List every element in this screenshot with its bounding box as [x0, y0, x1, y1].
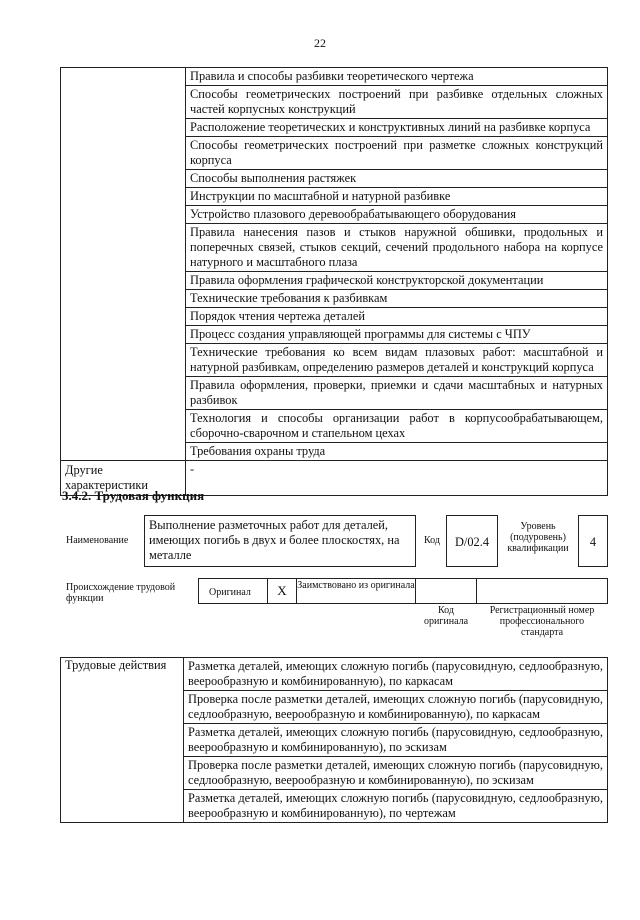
- knowledge-item: Технические требования ко всем видам плазовых работ: масштабной и натурной разбивкам, определению размеров деталей и конструкций корпуса: [186, 344, 608, 377]
- origin-label: Происхождение трудовой функции: [66, 582, 176, 604]
- knowledge-item: Устройство плазового деревообрабатывающего оборудования: [186, 206, 608, 224]
- knowledge-item: Порядок чтения чертежа деталей: [186, 308, 608, 326]
- original-mark-box: [267, 578, 297, 604]
- original-box: [198, 578, 268, 604]
- borrowed-box: [296, 578, 416, 604]
- level-label: Уровень (подуровень) квалификации: [507, 521, 569, 554]
- action-item: Проверка после разметки деталей, имеющих сложную погибь (парусовидную, седлообразную, веерообразную и комбинированную), по эскизам: [184, 757, 608, 790]
- section-title: 3.4.2. Трудовая функция: [62, 488, 205, 503]
- reg-number-label: Регистрационный номер профессионального стандарта: [489, 605, 595, 638]
- action-item: Разметка деталей, имеющих сложную погибь (парусовидную, седлообразную, веерообразную и комбинированную), по чертежам: [184, 790, 608, 823]
- knowledge-item: Технические требования к разбивкам: [186, 290, 608, 308]
- knowledge-item: Способы выполнения растяжек: [186, 170, 608, 188]
- knowledge-item: Правила оформления графической конструкторской документации: [186, 272, 608, 290]
- knowledge-table: [60, 67, 608, 496]
- action-row: [61, 658, 608, 691]
- knowledge-item: Расположение теоретических и конструктивных линий на разбивке корпуса: [186, 119, 608, 137]
- action-item: Разметка деталей, имеющих сложную погибь (парусовидную, седлообразную, веерообразную и комбинированную), по каркасам: [184, 658, 608, 691]
- knowledge-item: Способы геометрических построений при разметке сложных конструкций корпуса: [186, 137, 608, 170]
- knowledge-item: Правила и способы разбивки теоретического чертежа: [186, 68, 608, 86]
- actions-table: [60, 657, 608, 823]
- actions-label: Трудовые действия: [61, 658, 184, 823]
- code-original-label: Код оригинала: [423, 605, 469, 627]
- code-label: Код: [424, 535, 440, 546]
- knowledge-item: Инструкции по масштабной и натурной разбивке: [186, 188, 608, 206]
- knowledge-item: Правила оформления, проверки, приемки и сдачи масштабных и натурных разбивок: [186, 377, 608, 410]
- function-code-box: [446, 515, 498, 567]
- knowledge-item: Технология и способы организации работ в корпусообрабатывающем, сборочно-сварочном и стапельном цехах: [186, 410, 608, 443]
- page-number: 22: [314, 36, 326, 50]
- level-value: 4: [589, 535, 597, 549]
- function-code-value: D/02.4: [454, 535, 490, 549]
- action-item: Проверка после разметки деталей, имеющих сложную погибь (парусовидную, седлообразную, веерообразную и комбинированную), по каркасам: [184, 691, 608, 724]
- original-label: Оригинал: [209, 587, 251, 598]
- borrowed-label: Заимствовано из оригинала: [297, 580, 415, 591]
- knowledge-item: Способы геометрических построений при разбивке отдельных сложных частей корпусных конструкций: [186, 86, 608, 119]
- reg-number-box: [476, 578, 608, 604]
- knowledge-label-cell: [61, 68, 186, 461]
- knowledge-item: Правила нанесения пазов и стыков наружной обшивки, продольных и поперечных связей, стыков секций, сечений продольного набора на корпусе натурного и масштабного плаза: [186, 224, 608, 272]
- name-label: Наименование: [66, 535, 129, 546]
- level-box: [578, 515, 608, 567]
- original-mark: X: [277, 583, 287, 598]
- action-item: Разметка деталей, имеющих сложную погибь (парусовидную, седлообразную, веерообразную и комбинированную), по эскизам: [184, 724, 608, 757]
- code-original-box: [415, 578, 477, 604]
- other-value: -: [186, 461, 608, 496]
- knowledge-item: Требования охраны труда: [186, 443, 608, 461]
- knowledge-item: Процесс создания управляющей программы для системы с ЧПУ: [186, 326, 608, 344]
- other-label: Другие характеристики: [61, 461, 186, 496]
- function-name-box: [144, 515, 416, 567]
- knowledge-row: [61, 68, 608, 86]
- function-name-value: Выполнение разметочных работ для деталей, имеющих погибь в двух и более плоскостях, на металле: [149, 518, 400, 562]
